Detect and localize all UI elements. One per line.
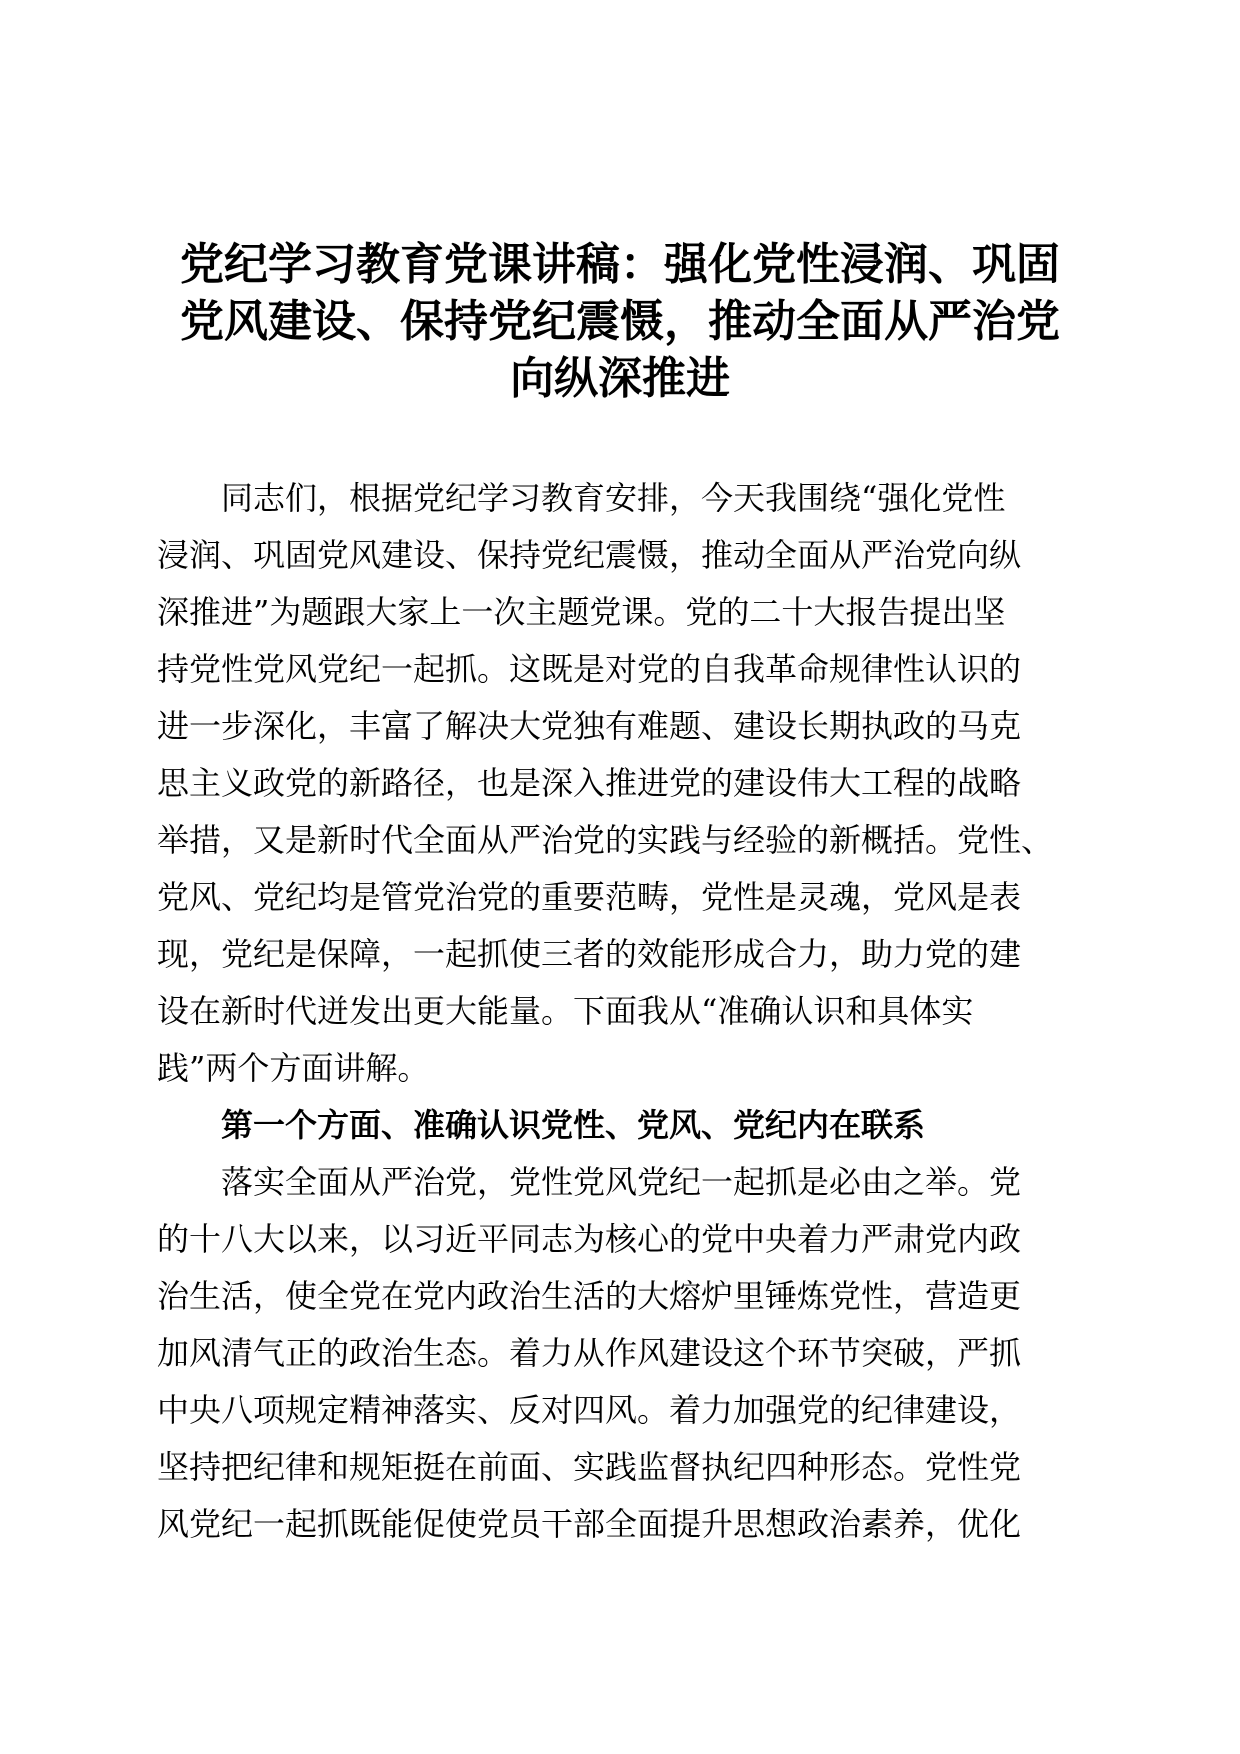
text-line: 深推进”为题跟大家上一次主题党课。党的二十大报告提出坚 — [157, 593, 1006, 631]
text-line: 举措，又是新时代全面从严治党的实践与经验的新概括。党性、 — [157, 821, 1054, 859]
text-line: 风党纪一起抓既能促使党员干部全面提升思想政治素养，优化 — [157, 1505, 1022, 1543]
text-line: 坚持把纪律和规矩挺在前面、实践监督执纪四种形态。党性党 — [157, 1448, 1022, 1486]
paragraph-intro — [157, 470, 1057, 1097]
text-line: 进一步深化，丰富了解决大党独有难题、建设长期执政的马克 — [157, 707, 1022, 745]
text-line: 践”两个方面讲解。 — [157, 1049, 430, 1087]
text-line: 现，党纪是保障，一起抓使三者的效能形成合力，助力党的建 — [157, 935, 1022, 973]
text-line: 党风、党纪均是管党治党的重要范畴，党性是灵魂，党风是表 — [157, 878, 1022, 916]
paragraph-section1 — [157, 1154, 1057, 1553]
section-heading: 第一个方面、准确认识党性、党风、党纪内在联系 — [221, 1106, 926, 1144]
text-line: 持党性党风党纪一起抓。这既是对党的自我革命规律性认识的 — [157, 650, 1022, 688]
text-line: 的十八大以来，以习近平同志为核心的党中央着力严肃党内政 — [157, 1220, 1022, 1258]
title-line: 党风建设、保持党纪震慑，推动全面从严治党 — [180, 296, 1060, 347]
document-title — [150, 236, 1090, 407]
text-line: 治生活，使全党在党内政治生活的大熔炉里锤炼党性，营造更 — [157, 1277, 1022, 1315]
document-body — [157, 470, 1057, 1553]
text-line: 设在新时代迸发出更大能量。下面我从“准确认识和具体实 — [157, 992, 974, 1030]
title-line: 向纵深推进 — [510, 353, 730, 404]
text-line: 浸润、巩固党风建设、保持党纪震慑，推动全面从严治党向纵 — [157, 536, 1022, 574]
text-line: 思主义政党的新路径，也是深入推进党的建设伟大工程的战略 — [157, 764, 1022, 802]
text-line: 落实全面从严治党，党性党风党纪一起抓是必由之举。党 — [221, 1163, 1022, 1201]
text-line: 加风清气正的政治生态。着力从作风建设这个环节突破，严抓 — [157, 1334, 1022, 1372]
text-line: 同志们，根据党纪学习教育安排，今天我围绕“强化党性 — [221, 479, 1006, 517]
text-line: 中央八项规定精神落实、反对四风。着力加强党的纪律建设， — [157, 1391, 1022, 1429]
title-line: 党纪学习教育党课讲稿：强化党性浸润、巩固 — [180, 239, 1060, 290]
